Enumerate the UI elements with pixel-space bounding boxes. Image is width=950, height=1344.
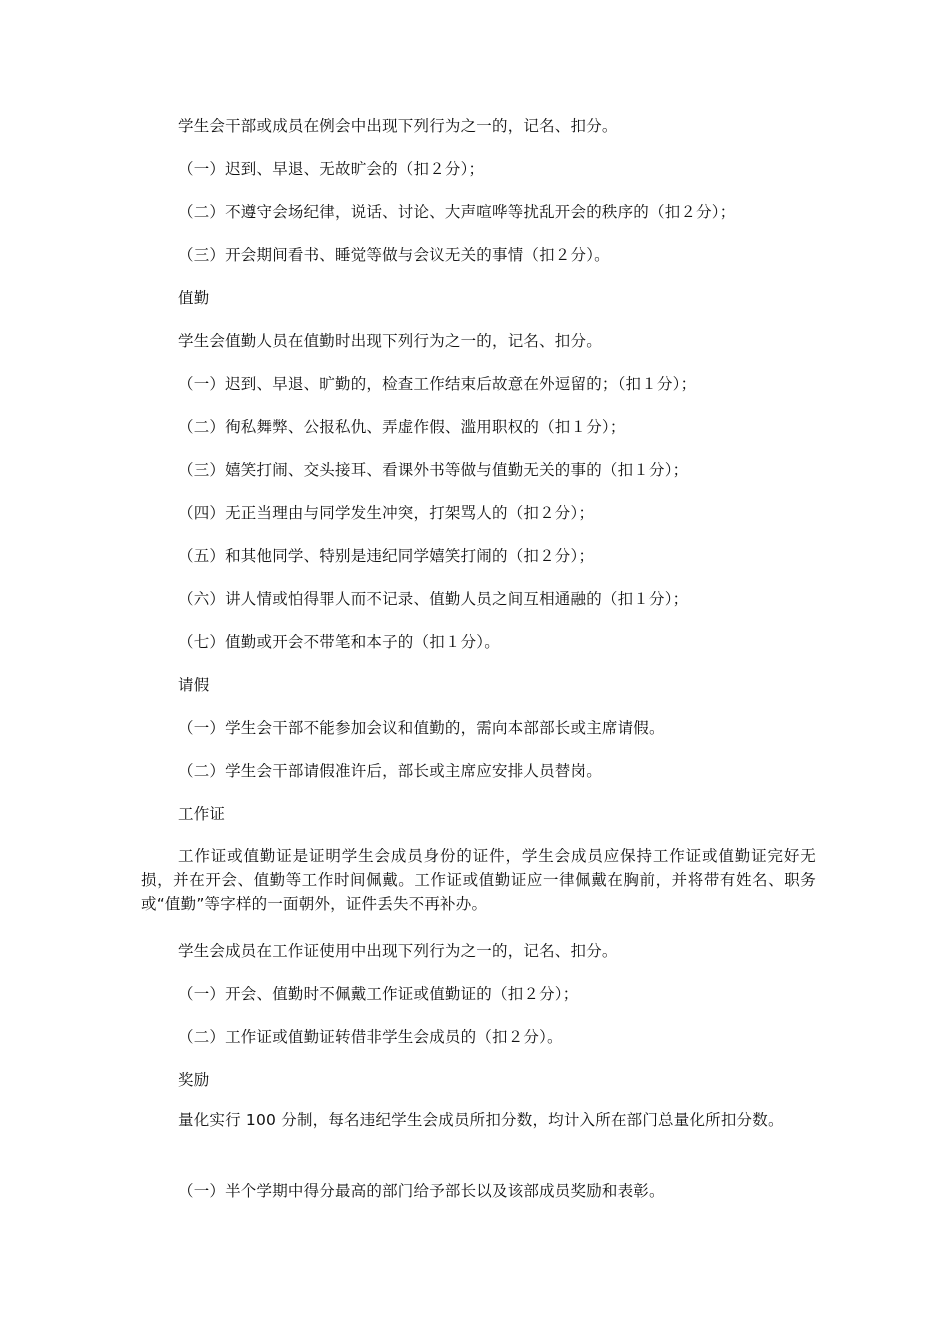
text-line: （一）学生会干部不能参加会议和值勤的，需向本部部长或主席请假。: [178, 719, 665, 737]
text-line: （五）和其他同学、特别是违纪同学嬉笑打闹的（扣２分）；: [178, 547, 595, 565]
text-line: （二）工作证或值勤证转借非学生会成员的（扣２分）。: [178, 1028, 563, 1046]
paragraph-reward: 量化实行 100 分制，每名违纪学生会成员所扣分数，均计入所在部门总量化所扣分数。: [178, 1111, 784, 1129]
text-line: （四）无正当理由与同学发生冲突，打架骂人的（扣２分）；: [178, 504, 595, 522]
paragraph-workcard: 工作证或值勤证是证明学生会成员身份的证件，学生会成员应保持工作证或值勤证完好无损，并在开会、值勤等工作时间佩戴。工作证或值勤证应一律佩戴在胸前，并将带有姓名、职务或“值勤”等字样的一面朝外，证件丢失不再补办。: [141, 847, 816, 913]
text-line: （一）开会、值勤时不佩戴工作证或值勤证的（扣２分）；: [178, 985, 579, 1003]
section-heading: 值勤: [178, 289, 210, 307]
text-line: （七）值勤或开会不带笔和本子的（扣１分）。: [178, 633, 500, 651]
text-line: （二）徇私舞弊、公报私仇、弄虚作假、滥用职权的（扣１分）；: [178, 418, 626, 436]
text-line: 学生会值勤人员在值勤时出现下列行为之一的，记名、扣分。: [178, 332, 602, 350]
section-heading: 奖励: [178, 1071, 210, 1089]
text-line: 学生会成员在工作证使用中出现下列行为之一的，记名、扣分。: [178, 942, 618, 960]
section-heading: 请假: [178, 676, 210, 694]
text-line: 学生会干部或成员在例会中出现下列行为之一的，记名、扣分。: [178, 117, 618, 135]
text-line: （三）嬉笑打闹、交头接耳、看课外书等做与值勤无关的事的（扣１分）；: [178, 461, 689, 479]
section-heading: 工作证: [178, 805, 226, 823]
text-line: （二）不遵守会场纪律，说话、讨论、大声喧哗等扰乱开会的秩序的（扣２分）；: [178, 203, 736, 221]
text-line: （一）迟到、早退、无故旷会的（扣２分）；: [178, 160, 485, 178]
text-line: （二）学生会干部请假准许后，部长或主席应安排人员替岗。: [178, 762, 602, 780]
text-line: （一）迟到、早退、旷勤的，检查工作结束后故意在外逗留的；（扣１分）；: [178, 375, 697, 393]
text-line: （六）讲人情或怕得罪人而不记录、值勤人员之间互相通融的（扣１分）；: [178, 590, 689, 608]
text-line: （一）半个学期中得分最高的部门给予部长以及该部成员奖励和表彰。: [178, 1182, 665, 1200]
text-line: （三）开会期间看书、睡觉等做与会议无关的事情（扣２分）。: [178, 246, 610, 264]
